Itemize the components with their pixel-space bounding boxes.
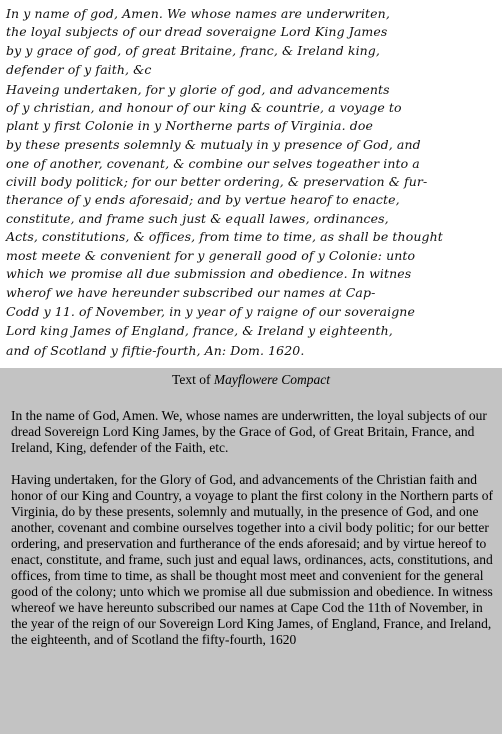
manuscript-line: Haveing undertaken, for y glorie of god, and advancements xyxy=(6,82,390,97)
manuscript-line: the loyal subjects of our dread soveraigne Lord King James xyxy=(6,24,388,39)
image-caption xyxy=(0,372,502,388)
manuscript-line: most meete & convenient for y generall good of y Colonie: unto xyxy=(6,248,416,263)
caption-prefix: Text of xyxy=(172,372,214,387)
manuscript-line: In y name of god, Amen. We whose names are underwriten, xyxy=(6,6,390,21)
manuscript-line: Lord king James of England, france, & Ireland y eighteenth, xyxy=(6,323,393,338)
manuscript-line: by these presents solemnly & mutualy in y presence of God, and xyxy=(6,137,421,152)
manuscript-line: constitute, and frame such just & equall lawes, ordinances, xyxy=(6,211,389,226)
manuscript-line: which we promise all due submission and obedience. In witnes xyxy=(6,266,412,281)
manuscript-line: Acts, constitutions, & offices, from time to time, as shall be thought xyxy=(6,229,443,244)
manuscript-line: Codd y 11. of November, in y year of y raigne of our soveraigne xyxy=(6,304,415,319)
manuscript-line: of y christian, and honour of our king & countrie, a voyage to xyxy=(6,100,402,115)
caption-title: Mayflowere Compact xyxy=(213,372,330,387)
transcript-paragraph: Having undertaken, for the Glory of God, and advancements of the Christian faith and honor of our King and Country, a voyage to plant the first colony in the Northern parts of Virginia, do by these presents, solemnly and mutually, in the presence of God, and one another, covenant and combine ourselves together into a civil body politic; for our better ordering, and preservation and furtherance of the ends aforesaid; and by virtue hereof to enact, constitute, and frame, such just and equal laws, ordinances, acts, constitutions, and offices, from time to time, as shall be thought most meet and convenient for the general good of the colony; unto which we promise all due submission and obedience. In witness whereof we have hereunto subscribed our names at Cape Cod the 11th of November, in the year of the reign of our Sovereign Lord King James, of England, France, and Ireland, the eighteenth, and of Scotland the fifty-fourth, 1620 xyxy=(11,472,494,647)
manuscript-line: defender of y faith, &c xyxy=(6,62,152,77)
manuscript-line: and of Scotland y fiftie-fourth, An: Dom. 1620. xyxy=(6,343,305,358)
manuscript-line: civill body politick; for our better ordering, & preservation & fur- xyxy=(6,174,428,189)
manuscript-line: plant y first Colonie in y Northerne parts of Virginia. doe xyxy=(6,118,373,133)
manuscript-line: one of another, covenant, & combine our selves togeather into a xyxy=(6,156,420,171)
transcript xyxy=(11,408,495,664)
transcript-paragraph: In the name of God, Amen. We, whose names are underwritten, the loyal subjects of our dread Sovereign Lord King James, by the Grace of God, of Great Britain, France, and Ireland, King, defender of the Faith, etc. xyxy=(11,408,487,455)
manuscript-line: therance of y ends aforesaid; and by vertue hearof to enacte, xyxy=(6,192,400,207)
manuscript-line: wherof we have hereunder subscribed our names at Cap- xyxy=(6,285,376,300)
manuscript-line: by y grace of god, of great Britaine, franc, & Ireland king, xyxy=(6,43,380,58)
